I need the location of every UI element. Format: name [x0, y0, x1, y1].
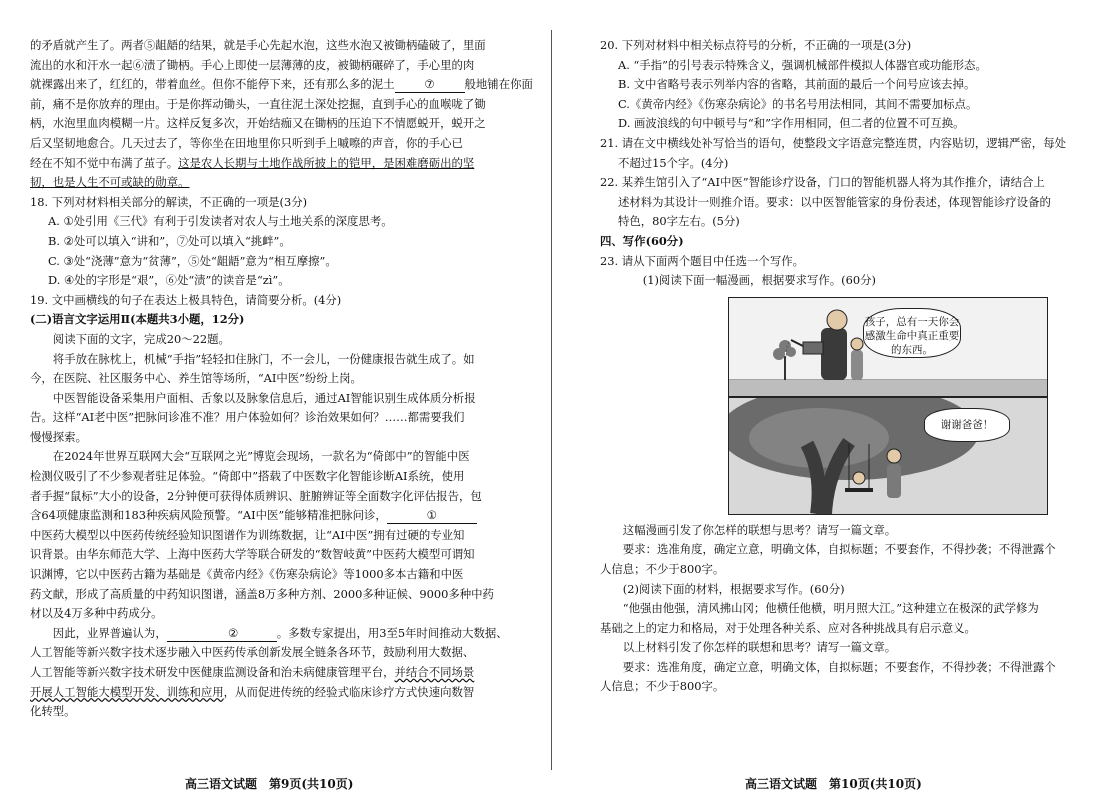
section-4-title: 四、写作(60分)	[600, 233, 684, 248]
topic-question: 以上材料引发了你怎样的联想和思考？请写一篇文章。	[622, 640, 897, 655]
topic-requirement: 要求：选准角度，确定立意，明确文体，自拟标题；不要套作，不得抄袭；不得泄露个	[622, 542, 1056, 557]
material-line: “他强由他强，清风拂山冈；他横任他横，明月照大江。”这种建立在极深的武学修为	[622, 601, 1039, 616]
right-page	[600, 36, 1080, 697]
page-divider	[551, 30, 552, 770]
question-20	[600, 36, 1080, 134]
passage-line: 就裸露出来了，红红的，带着血丝。但你不能停下来，还有那么多的泥土 ⑦ 般地铺在你面	[30, 77, 533, 92]
comic-image	[728, 297, 1048, 515]
wavy-sentence: 并结合不同场景	[394, 665, 475, 679]
question-line: 21. 请在文中横线处补写恰当的语句，使整段文字语意完整连贯，内容贴切，逻辑严密，每处	[600, 135, 1066, 150]
topic-2	[600, 580, 1080, 698]
paragraph-line: 开展人工智能大模型开发、训练和应用，从而促进传统的经验式临床诊疗方式快速向数智	[30, 684, 475, 699]
paragraph-line: 含64项健康监测和183种疾病风险预警。“AI中医”能够精准把脉问诊， ①	[30, 506, 535, 526]
paragraph-line: 识背景。由华东师范大学、上海中医药大学等联合研发的“数智岐黄”中医药大模型可谓知	[30, 547, 475, 562]
question-line: 22. 某养生馆引入了“AI中医”智能诊疗设备，门口的智能机器人将为其作推介，请结合上	[600, 175, 1045, 190]
paragraph-line: 人工智能等新兴数字技术逐步融入中医药传承创新发展全链条各环节，鼓励利用大数据、	[30, 645, 475, 660]
question-line: 述材料为其设计一则推介语。要求：以中医智能管家的身份表述，体现智能诊疗设备的	[618, 194, 1051, 209]
blank-2: ②	[167, 626, 277, 642]
left-page	[30, 36, 535, 722]
topic-requirement: 人信息；不少于800字。	[600, 561, 725, 576]
question-line: 特色，80字左右。(5分)	[618, 214, 740, 229]
passage-line: 前，痛不是你放弃的理由。于是你挥动锄头，一直往泥土深处挖掘，直到手心的血喉咙了锄	[30, 96, 486, 111]
paragraph-line: 告。这样“AI老中医”把脉问诊准不准？用户体验如何？诊治效果如何？……都需要我们	[30, 410, 465, 425]
paragraph-line: 人工智能等新兴数字技术研发中医健康监测设备和治未病健康管理平台，并结合不同场景	[30, 665, 475, 679]
comic-panel-1	[729, 298, 1047, 398]
question-line: 不超过15个字。(4分)	[618, 155, 729, 170]
option-b: B. ②处可以填入“讲和”，⑦处可以填入“挑衅”。	[48, 233, 291, 248]
blank-7: ⑦	[395, 77, 465, 93]
question-21	[600, 134, 1080, 173]
comic-panel-2	[729, 398, 1047, 514]
topic-instruction: (2)阅读下面的材料，根据要求写作。(60分)	[622, 581, 845, 596]
section-2	[30, 310, 535, 721]
passage-line: 的矛盾就产生了。两者⑤龃龉的结果，就是手心先起水泡，这些水泡又被锄柄磕破了，里面	[30, 38, 486, 52]
question-stem: 20. 下列对材料中相关标点符号的分析，不正确的一项是(3分)	[600, 38, 912, 52]
option-a: A. “手指”的引号表示特殊含义，强调机械部件模拟人体器官或功能形态。	[618, 57, 987, 72]
paragraph-line: 因此，业界普遍认为， ② 。多数专家提出，用3至5年时间推动大数据、	[52, 625, 508, 640]
question-23: 23. 请从下面两个题目中任选一个写作。	[600, 253, 804, 268]
wavy-sentence: 开展人工智能大模型开发、训练和应用	[30, 684, 224, 699]
speech-bubble-father: 孩子，总有一天你会感激生命中真正重要的东西。	[863, 308, 961, 358]
option-d: D. 画波浪线的句中顿号与“和”字作用相同，但二者的位置不可互换。	[618, 116, 965, 131]
underlined-sentence-end: 韧，也是人生不可或缺的勋章。	[30, 175, 190, 190]
option-c: C.《黄帝内经》《伤寒杂病论》的书名号用法相同，其间不需要加标点。	[618, 96, 978, 111]
option-b: B. 文中省略号表示列举内容的省略，其前面的最后一个问号应该去掉。	[618, 77, 976, 92]
question-18	[30, 193, 535, 291]
topic-instruction: (1)阅读下面一幅漫画，根据要求写作。(60分)	[642, 273, 876, 288]
paragraph-line: 药文献，形成了高质量的中药知识图谱，涵盖8万多种方剂、2000多种证候、9000多种中药	[30, 586, 494, 601]
paragraph-line: 将手放在脉枕上，机械“手指”轻轻扣住脉门，不一会儿，一份健康报告就生成了。如	[52, 351, 475, 366]
question-22	[600, 173, 1080, 232]
topic-question: 这幅漫画引发了你怎样的联想与思考？请写一篇文章。	[622, 522, 897, 537]
underlined-sentence: 这是农人长期与土地作战所披上的铠甲，是困难磨砺出的坚	[178, 155, 475, 170]
instruction: 阅读下面的文字，完成20～22题。	[52, 331, 230, 346]
page-footer-right: 高三语文试题 第10页(共10页)	[745, 777, 922, 791]
paragraph-line: 检测仪吸引了不少参观者驻足体验。“倚郎中”搭载了中医数字化智能诊断AI系统，使用	[30, 469, 465, 484]
speech-bubble-child: 谢谢爸爸！	[924, 408, 1010, 442]
option-a: A. ①处引用《三代》有利于引发读者对农人与土地关系的深度思考。	[48, 214, 393, 229]
question-stem: 18. 下列对材料相关部分的解读，不正确的一项是(3分)	[30, 194, 308, 209]
passage-line: 经在不知不觉中布满了茧子。这是农人长期与土地作战所披上的铠甲，是困难磨砺出的坚	[30, 155, 475, 170]
paragraph-line: 中医药大模型以中医药传统经验知识图谱作为训练数据，让“AI中医”拥有过硬的专业知	[30, 527, 465, 542]
page-footer-left: 高三语文试题 第9页(共10页)	[185, 777, 354, 791]
paragraph-line: 者手握“鼠标”大小的设备，2分钟便可获得体质辨识、脏腑辨证等全面数字化评估报告，包	[30, 488, 482, 503]
paragraph-line: 今，在医院、社区服务中心、养生馆等场所，“AI中医”纷纷上岗。	[30, 371, 362, 386]
paragraph-line: 识渊博，它以中医药古籍为基础是《黄帝内经》《伤寒杂病论》等1000多本古籍和中医	[30, 567, 464, 582]
option-d: D. ④处的字形是“艰”，⑥处“渍”的读音是“zì”。	[48, 273, 290, 288]
topic-1	[600, 271, 1080, 579]
question-19: 19. 文中画横线的句子在表达上极具特色，请简要分析。(4分)	[30, 292, 342, 307]
topic-requirement: 人信息；不少于800字。	[600, 679, 725, 694]
paragraph-line: 中医智能设备采集用户面相、舌象以及脉象信息后，通过AI智能识别生成体质分析报	[52, 390, 476, 405]
passage-continuation	[30, 36, 535, 193]
option-c: C. ③处“浇薄”意为“贫薄”，⑤处“龃龉”意为“相互摩擦”。	[48, 253, 337, 268]
material-line: 基础之上的定力和格局，对于处理各种关系、应对各种挑战具有启示意义。	[600, 620, 976, 635]
paragraph-line: 慢慢探索。	[30, 429, 87, 444]
topic-requirement: 要求：选准角度，确定立意，明确文体，自拟标题；不要套作，不得抄袭；不得泄露个	[622, 659, 1056, 674]
paragraph-line: 在2024年世界互联网大会“互联网之光”博览会现场，一款名为“倚郎中”的智能中医	[52, 449, 470, 464]
paragraph-line: 材以及4万多种中药成分。	[30, 606, 163, 621]
section-title: (二)语言文字运用Ⅱ(本题共3小题，12分)	[30, 312, 245, 327]
blank-1: ①	[387, 508, 477, 524]
passage-line: 流出的水和汗水一起⑥渍了锄柄。手心上即使一层薄薄的皮，被锄柄碾碎了，手心里的肉	[30, 57, 475, 72]
paragraph-line: 化转型。	[30, 704, 76, 719]
passage-line: 后又坚韧地愈合。几天过去了，等你坐在田地里你只听到手上嘁嚓的声音，你的手心已	[30, 135, 463, 150]
passage-line: 柄，水泡里血肉模糊一片。这样反复多次，开始结痂又在锄柄的压迫下不情愿蜕开，蜕开之	[30, 116, 486, 131]
